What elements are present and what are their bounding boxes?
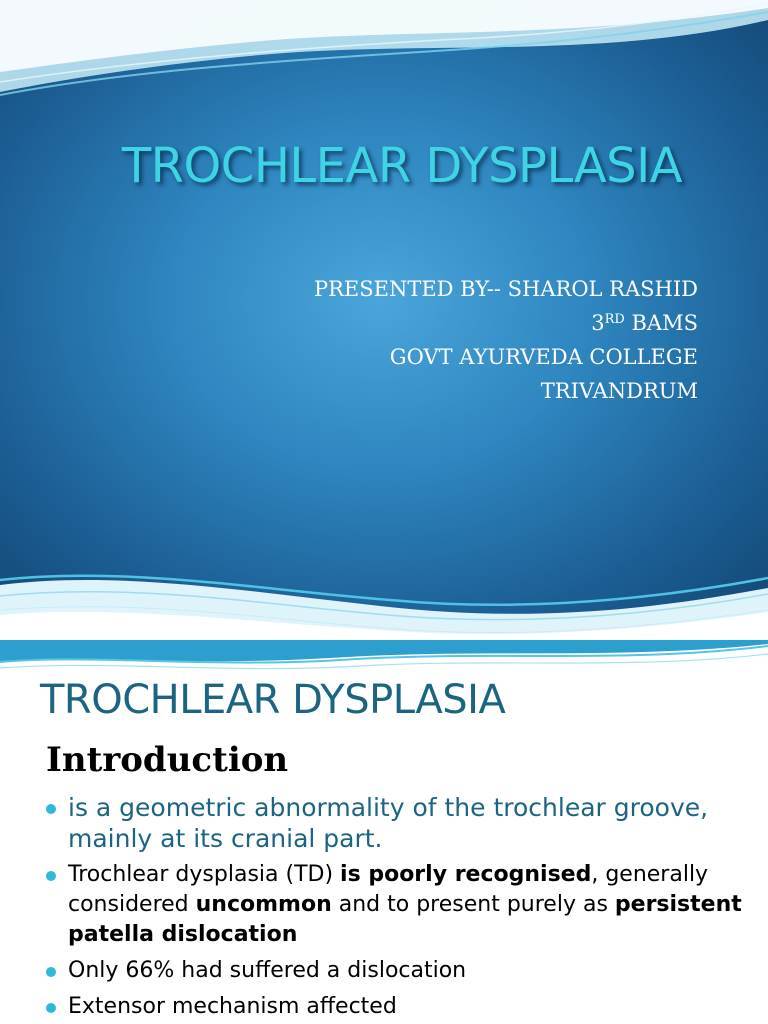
year-number: 3: [591, 311, 605, 335]
bullet-emphasis: is poorly recognised: [340, 862, 592, 887]
presenter-info: [314, 272, 698, 408]
bullet-text: Trochlear dysplasia (TD): [68, 862, 341, 887]
list-item: [46, 956, 746, 986]
bullet-dot-icon: [46, 804, 56, 814]
bullet-list: [46, 792, 746, 1022]
list-item: [46, 992, 746, 1022]
bullet-text: Extensor mechanism affected: [68, 994, 397, 1019]
college-line: GOVT AYURVEDA COLLEGE: [389, 345, 698, 369]
content-slide: [0, 640, 768, 1024]
slide-title: TROCHLEAR DYSPLASIA: [121, 138, 683, 194]
list-item: [46, 860, 746, 950]
content-title: TROCHLEAR DYSPLASIA: [40, 677, 506, 723]
bullet-dot-icon: [46, 871, 56, 881]
bullet-dot-icon: [46, 967, 56, 977]
bullet-text: is a geometric abnormality of the trochlear groove, mainly at its cranial part.: [68, 793, 709, 853]
bullet-text: Only 66% had suffered a dislocation: [68, 958, 467, 983]
presenter-line: PRESENTED BY-- SHAROL RASHID: [313, 277, 698, 301]
slide-wave-decoration: [0, 640, 768, 680]
section-heading: Introduction: [46, 740, 289, 780]
year-superscript: RD: [604, 312, 625, 327]
city-line: TRIVANDRUM: [540, 379, 698, 403]
bullet-emphasis: uncommon: [195, 892, 332, 917]
bullet-emphasis: persistent patella dislocation: [68, 892, 742, 947]
year-course: BAMS: [624, 311, 698, 335]
list-item: [46, 792, 746, 854]
bullet-text: , generally considered: [68, 862, 709, 917]
bullet-dot-icon: [46, 1003, 56, 1013]
year-line: [314, 306, 698, 340]
bullet-text: and to present purely as: [331, 892, 615, 917]
